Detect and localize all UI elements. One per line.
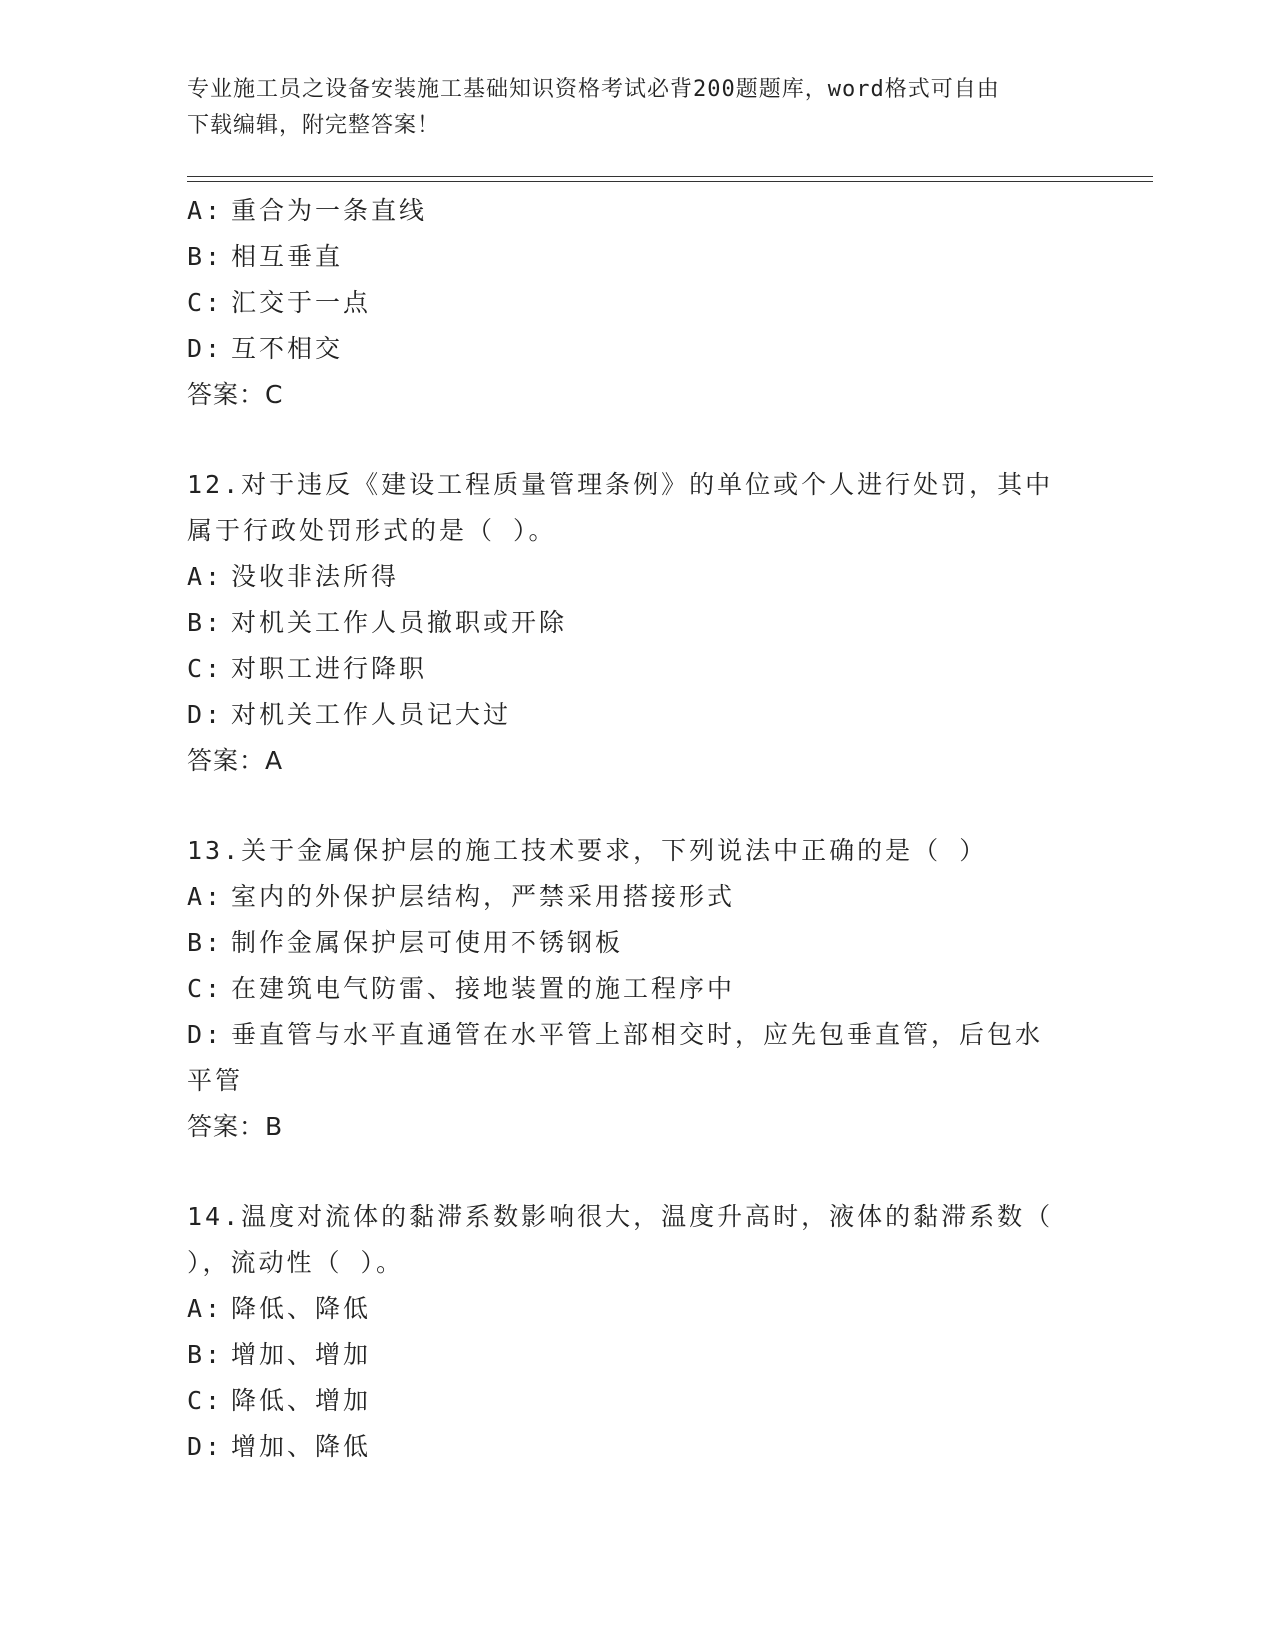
option-c: C: 在建筑电气防雷、接地装置的施工程序中 <box>187 974 736 1003</box>
option-d: D: 垂直管与水平直通管在水平管上部相交时，应先包垂直管，后包水 <box>187 1020 1044 1049</box>
option-a: A: 室内的外保护层结构，严禁采用搭接形式 <box>187 882 736 911</box>
answer: 答案：C <box>187 380 284 409</box>
option-c: C: 对职工进行降职 <box>187 654 428 683</box>
option-d: D: 对机关工作人员记大过 <box>187 700 512 729</box>
spacer <box>187 1150 1087 1194</box>
question-stem-line: 14.温度对流体的黏滞系数影响很大，温度升高时，液体的黏滞系数（ <box>187 1202 1054 1231</box>
option-b: B: 增加、增加 <box>187 1340 372 1369</box>
option-b: B: 对机关工作人员撤职或开除 <box>187 608 568 637</box>
option-d: D: 互不相交 <box>187 334 344 363</box>
option-a: A: 降低、降低 <box>187 1294 372 1323</box>
question-13 <box>187 828 1087 1150</box>
document-header <box>187 72 1067 144</box>
question-14 <box>187 1194 1087 1470</box>
header-line-2: 下载编辑，附完整答案！ <box>187 113 441 138</box>
option-d-continuation: 平管 <box>187 1066 244 1095</box>
question-11 <box>187 188 1087 418</box>
header-rule-top <box>187 176 1153 177</box>
option-c: C: 降低、增加 <box>187 1386 372 1415</box>
option-b: B: 相互垂直 <box>187 242 344 271</box>
question-12 <box>187 462 1087 784</box>
answer: 答案：A <box>187 746 284 775</box>
question-stem-line: 12.对于违反《建设工程质量管理条例》的单位或个人进行处罚，其中 <box>187 470 1054 499</box>
question-stem-line: 属于行政处罚形式的是（ ）。 <box>187 516 557 545</box>
question-stem-line: 13.关于金属保护层的施工技术要求，下列说法中正确的是（ ） <box>187 836 988 865</box>
answer: 答案：B <box>187 1112 284 1141</box>
option-b: B: 制作金属保护层可使用不锈钢板 <box>187 928 624 957</box>
spacer <box>187 784 1087 828</box>
spacer <box>187 418 1087 462</box>
question-stem-line: ），流动性（ ）。 <box>187 1248 405 1277</box>
header-line-1: 专业施工员之设备安装施工基础知识资格考试必背200题题库，word格式可自由 <box>187 77 1000 102</box>
header-rule-bottom <box>187 181 1153 182</box>
option-d: D: 增加、降低 <box>187 1432 372 1461</box>
question-list <box>187 188 1087 1470</box>
option-c: C: 汇交于一点 <box>187 288 372 317</box>
option-a: A: 没收非法所得 <box>187 562 400 591</box>
option-a: A: 重合为一条直线 <box>187 196 428 225</box>
